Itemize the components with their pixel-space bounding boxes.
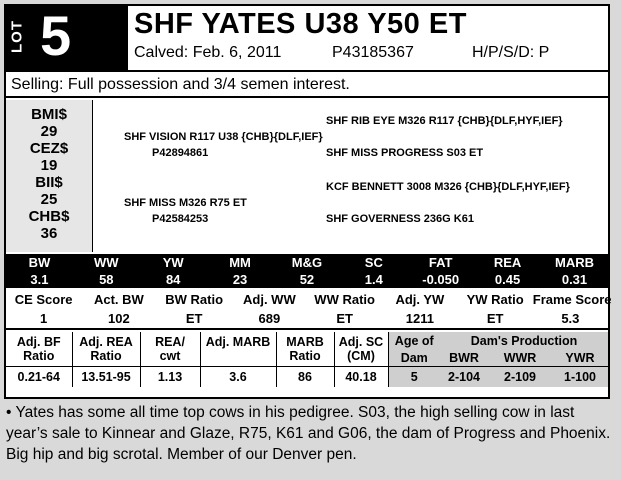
lot-label: LOT — [8, 20, 26, 53]
dam-value-ywr: 1-100 — [552, 367, 608, 388]
carcass-header-bf: Adj. BF Ratio — [6, 332, 72, 367]
lot-comment: • Yates has some all time top cows in his pedigree. S03, the high selling cow in last year’s sale to Kinnear and Glaze, R75, K61 and G06, the dam of Progress and Phoenix. Big hip and big scrotal. Member of our Denver pen. — [6, 404, 611, 463]
epd-header: M&G — [291, 255, 323, 270]
carcass-value-rea-cwt: 1.13 — [140, 367, 200, 388]
epd-header: FAT — [428, 255, 453, 270]
dam-header-wwr: WWR — [488, 349, 552, 367]
carcass-header-rea: Adj. REA Ratio — [72, 332, 140, 367]
performance-header: WW Ratio — [314, 292, 375, 307]
index-value-bmi: 29 — [40, 123, 58, 140]
pedigree-sire-reg: P42894861 — [152, 147, 209, 159]
performance-header: Adj. YW — [395, 292, 445, 307]
performance-header: Adj. WW — [243, 292, 296, 307]
performance-value: 1211 — [405, 311, 434, 326]
carcass-dam-table — [6, 332, 608, 387]
performance-value: 689 — [258, 311, 281, 326]
performance-header: BW Ratio — [165, 292, 224, 307]
pedigree-dam-reg: P42584253 — [152, 213, 209, 225]
carcass-header-marb-ratio: MARB Ratio — [276, 332, 334, 367]
dam-value-age: 5 — [388, 367, 440, 388]
epd-header: BW — [28, 255, 51, 270]
carcass-value-sc: 40.18 — [334, 367, 388, 388]
epd-value: 23 — [232, 272, 248, 287]
dam-value-bwr: 2-104 — [440, 367, 488, 388]
lot-header — [6, 6, 608, 72]
carcass-header-rea-cwt: REA/ cwt — [140, 332, 200, 367]
performance-value: ET — [336, 311, 353, 326]
epd-value: 3.1 — [30, 272, 49, 287]
epd-header: YW — [162, 255, 184, 270]
epd-value: 0.31 — [561, 272, 588, 287]
dam-header-ywr: YWR — [552, 349, 608, 367]
index-value-cez: 19 — [40, 157, 58, 174]
epd-value: 52 — [299, 272, 315, 287]
lot-card — [4, 4, 610, 399]
dam-value-wwr: 2-109 — [488, 367, 552, 388]
epd-value-row — [6, 271, 608, 288]
epd-value: -0.050 — [422, 272, 460, 287]
performance-header-row — [6, 290, 608, 309]
epd-header: REA — [493, 255, 522, 270]
dam-production-title: Dam's Production — [440, 332, 608, 349]
epd-header: SC — [364, 255, 383, 270]
epd-header-row — [6, 254, 608, 271]
performance-header: Act. BW — [93, 292, 144, 307]
epd-header: MARB — [555, 255, 594, 270]
performance-value: ET — [185, 311, 203, 326]
carcass-value-marb: 3.6 — [200, 367, 276, 388]
dam-header-bwr: BWR — [440, 349, 488, 367]
lot-number-box — [6, 6, 128, 70]
calved-date: Calved: Feb. 6, 2011 — [134, 44, 282, 61]
performance-value: 102 — [108, 311, 130, 326]
age-of-dam-header-bottom: Dam — [388, 349, 440, 367]
epd-table — [6, 254, 608, 288]
pedigree — [94, 100, 608, 252]
performance-value: 5.3 — [561, 311, 580, 326]
epd-header: WW — [94, 255, 119, 270]
index-label-cez: CEZ$ — [29, 140, 69, 157]
index-label-chb: CHB$ — [28, 208, 70, 225]
epd-value: 58 — [99, 272, 114, 287]
pedigree-dam-dam: SHF GOVERNESS 236G K61 — [326, 213, 474, 225]
index-label-bii: BII$ — [35, 174, 63, 191]
epd-value: 1.4 — [364, 272, 383, 287]
hps-status: H/P/S/D: P — [472, 44, 550, 61]
carcass-header-sc: Adj. SC (CM) — [334, 332, 388, 367]
index-values — [6, 100, 93, 252]
performance-header: YW Ratio — [466, 292, 524, 307]
index-value-chb: 36 — [40, 225, 58, 242]
carcass-header-marb: Adj. MARB — [200, 332, 276, 367]
carcass-value-marb-ratio: 86 — [276, 367, 334, 388]
carcass-value-bf: 0.21-64 — [6, 367, 72, 388]
lot-number: 5 — [40, 4, 72, 67]
performance-table — [6, 290, 612, 330]
performance-value: ET — [486, 311, 504, 326]
epd-value: 84 — [165, 272, 181, 287]
performance-header: Frame Score — [532, 292, 612, 307]
pedigree-sire-sire: SHF RIB EYE M326 R117 {CHB}{DLF,HYF,IEF} — [326, 115, 563, 127]
selling-terms: Selling: Full possession and 3/4 semen interest. — [6, 72, 608, 98]
performance-value-row — [6, 309, 608, 329]
epd-value: 0.45 — [494, 272, 521, 287]
pedigree-dam: SHF MISS M326 R75 ET — [124, 197, 247, 209]
index-label-bmi: BMI$ — [31, 106, 67, 123]
performance-header: CE Score — [14, 292, 73, 307]
registration-number: P43185367 — [332, 44, 414, 61]
epd-header: MM — [229, 255, 251, 270]
index-value-bii: 25 — [40, 191, 58, 208]
carcass-header-row — [6, 332, 608, 349]
carcass-value-row — [6, 367, 608, 388]
carcass-value-rea: 13.51-95 — [72, 367, 140, 388]
pedigree-sire: SHF VISION R117 U38 {CHB}{DLF,IEF} — [124, 131, 323, 143]
pedigree-sire-dam: SHF MISS PROGRESS S03 ET — [326, 147, 484, 159]
animal-name: SHF YATES U38 Y50 ET — [134, 8, 467, 40]
age-of-dam-header-top: Age of — [388, 332, 440, 349]
pedigree-dam-sire: KCF BENNETT 3008 M326 {CHB}{DLF,HYF,IEF} — [326, 181, 570, 193]
performance-value: 1 — [40, 311, 48, 326]
